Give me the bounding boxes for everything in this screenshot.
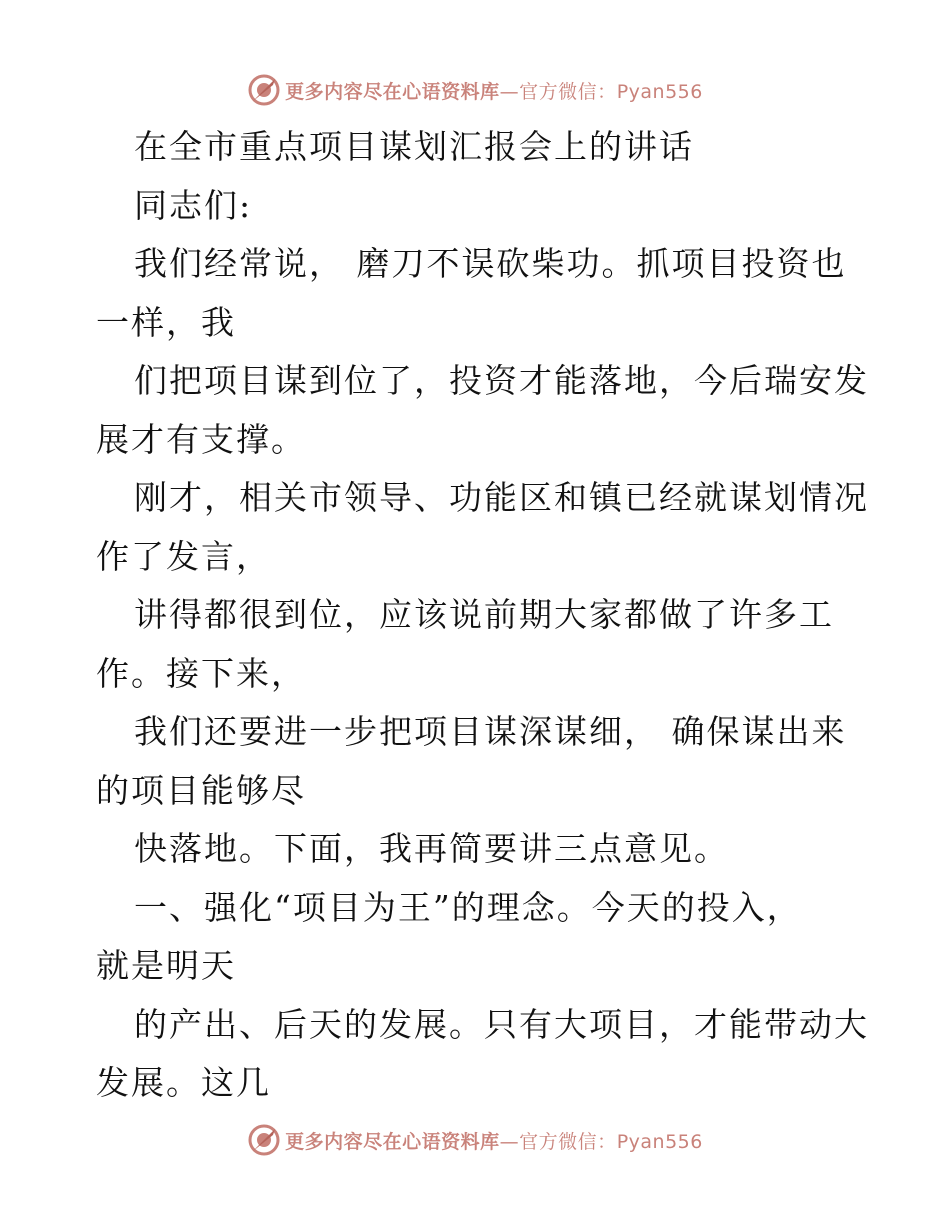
text-line: 作。接下来， — [96, 653, 306, 693]
watermark-text — [285, 77, 703, 104]
watermark-wechat-id: Pyan556 — [616, 1130, 703, 1153]
text-line: 就是明天 — [96, 946, 236, 985]
text-line: 的项目能够尽 — [96, 770, 306, 810]
watermark-title: 更多内容尽在心语资料库 — [285, 1130, 500, 1153]
watermark-separator: — — [499, 80, 520, 103]
watermark-subtitle: 官方微信： — [519, 80, 617, 103]
watermark-text — [285, 1127, 703, 1154]
header-watermark — [0, 70, 950, 110]
text-line: 我们还要进一步把项目谋深谋细， 确保谋出来 — [134, 712, 847, 751]
text-line: 同志们: — [134, 185, 253, 225]
text-line: 讲得都很到位，应该说前期大家都做了许多工 — [134, 595, 834, 634]
text-line: 们把项目谋到位了，投资才能落地，今后瑞安发 — [134, 361, 869, 400]
text-line: 刚才，相关市领导、功能区和镇已经就谋划情况 — [134, 478, 869, 517]
text-line: 展才有支撑。 — [96, 419, 306, 459]
watermark-title: 更多内容尽在心语资料库 — [285, 80, 500, 103]
text-line: 我们经常说， 磨刀不误砍柴功。抓项目投资也 — [134, 244, 847, 283]
text-line: 一、强化“项目为王”的理念。今天的投入， — [134, 887, 802, 927]
document-body — [96, 118, 869, 1113]
text-line: 在全市重点项目谋划汇报会上的讲话 — [134, 127, 694, 166]
footer-watermark — [0, 1120, 950, 1160]
text-line: 的产出、后天的发展。只有大项目，才能带动大 — [134, 1004, 869, 1044]
watermark-wechat-id: Pyan556 — [616, 80, 703, 103]
watermark-separator: — — [499, 1130, 520, 1153]
text-line: 一样，我 — [96, 302, 236, 342]
text-line: 发展。这几 — [96, 1063, 271, 1102]
brand-logo-icon — [247, 73, 281, 107]
text-line: 作了发言， — [96, 536, 271, 576]
watermark-subtitle: 官方微信： — [519, 1130, 617, 1153]
text-line: 快落地。下面，我再简要讲三点意见。 — [134, 829, 729, 868]
brand-logo-icon — [247, 1123, 281, 1157]
